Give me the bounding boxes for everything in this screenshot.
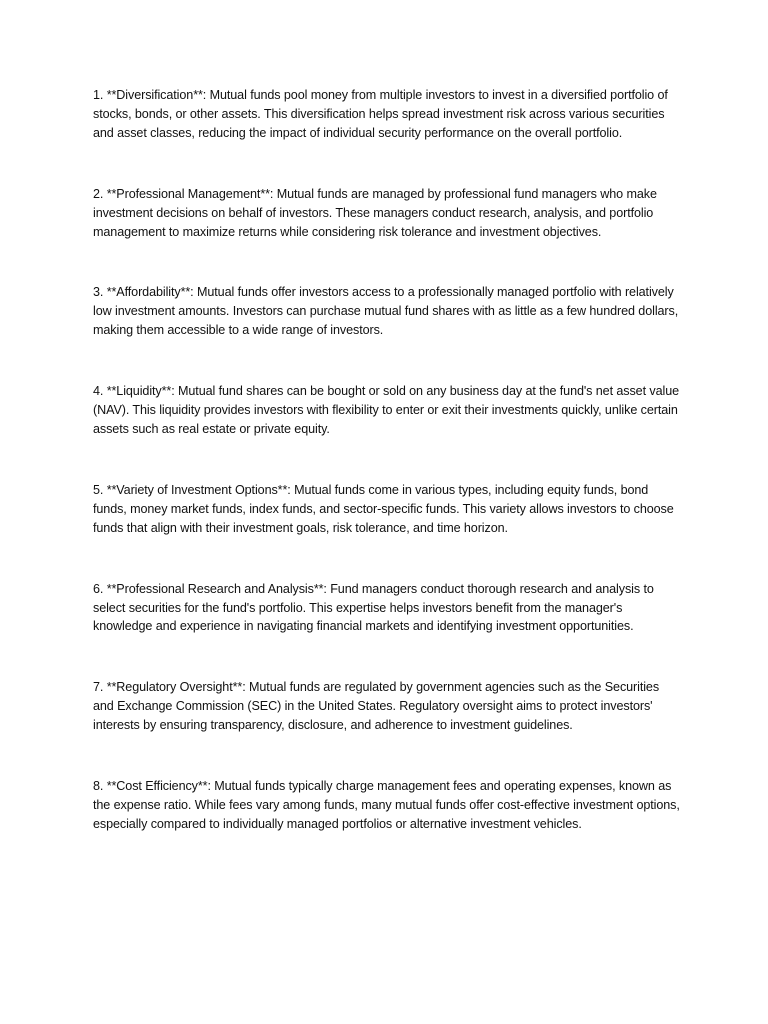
paragraph-liquidity: 4. **Liquidity**: Mutual fund shares can be bought or sold on any business day at the fund's net asset value (NAV). This liquidity provides investors with flexibility to enter or exit their investments quickly, unlike certain assets such as real estate or private equity. xyxy=(93,384,679,436)
paragraph-regulatory-oversight: 7. **Regulatory Oversight**: Mutual funds are regulated by government agencies such as the Securities and Exchange Commission (SEC) in the United States. Regulatory oversight aims to protect investors' interests by ensuring transparency, disclosure, and adherence to investment guidelines. xyxy=(93,680,660,733)
paragraph-professional-research-and-analysis: 6. **Professional Research and Analysis**: Fund managers conduct thorough research and analysis to select securities for the fund's portfolio. This expertise helps investors benefit from the manager's knowledge and experience in navigating financial markets and identifying investment opportunities. xyxy=(93,581,654,634)
paragraph-cost-efficiency: 8. **Cost Efficiency**: Mutual funds typically charge management fees and operating expenses, known as the expense ratio. While fees vary among funds, many mutual funds offer cost-effective investment options, especially compared to individually managed portfolios or alternative investment vehicles. xyxy=(93,779,680,831)
paragraph-variety-of-investment-options: 5. **Variety of Investment Options**: Mutual funds come in various types, including equity funds, bond funds, money market funds, index funds, and sector-specific funds. This variety allows investors to choose funds that align with their investment goals, risk tolerance, and time horizon. xyxy=(93,482,674,535)
paragraph-affordability: 3. **Affordability**: Mutual funds offer investors access to a professionally managed portfolio with relatively low investment amounts. Investors can purchase mutual fund shares with as little as a few hundred dollars, making them accessible to a wide range of investors. xyxy=(93,285,679,338)
document-body xyxy=(93,86,683,834)
paragraph-professional-management: 2. **Professional Management**: Mutual funds are managed by professional fund managers who make investment decisions on behalf of investors. These managers conduct research, analysis, and portfolio management to maximize returns while considering risk tolerance and investment objectives. xyxy=(93,186,657,239)
paragraph-diversification: 1. **Diversification**: Mutual funds pool money from multiple investors to invest in a diversified portfolio of stocks, bonds, or other assets. This diversification helps spread investment risk across various securities and asset classes, reducing the impact of individual security performance on the overall portfolio. xyxy=(93,88,668,140)
